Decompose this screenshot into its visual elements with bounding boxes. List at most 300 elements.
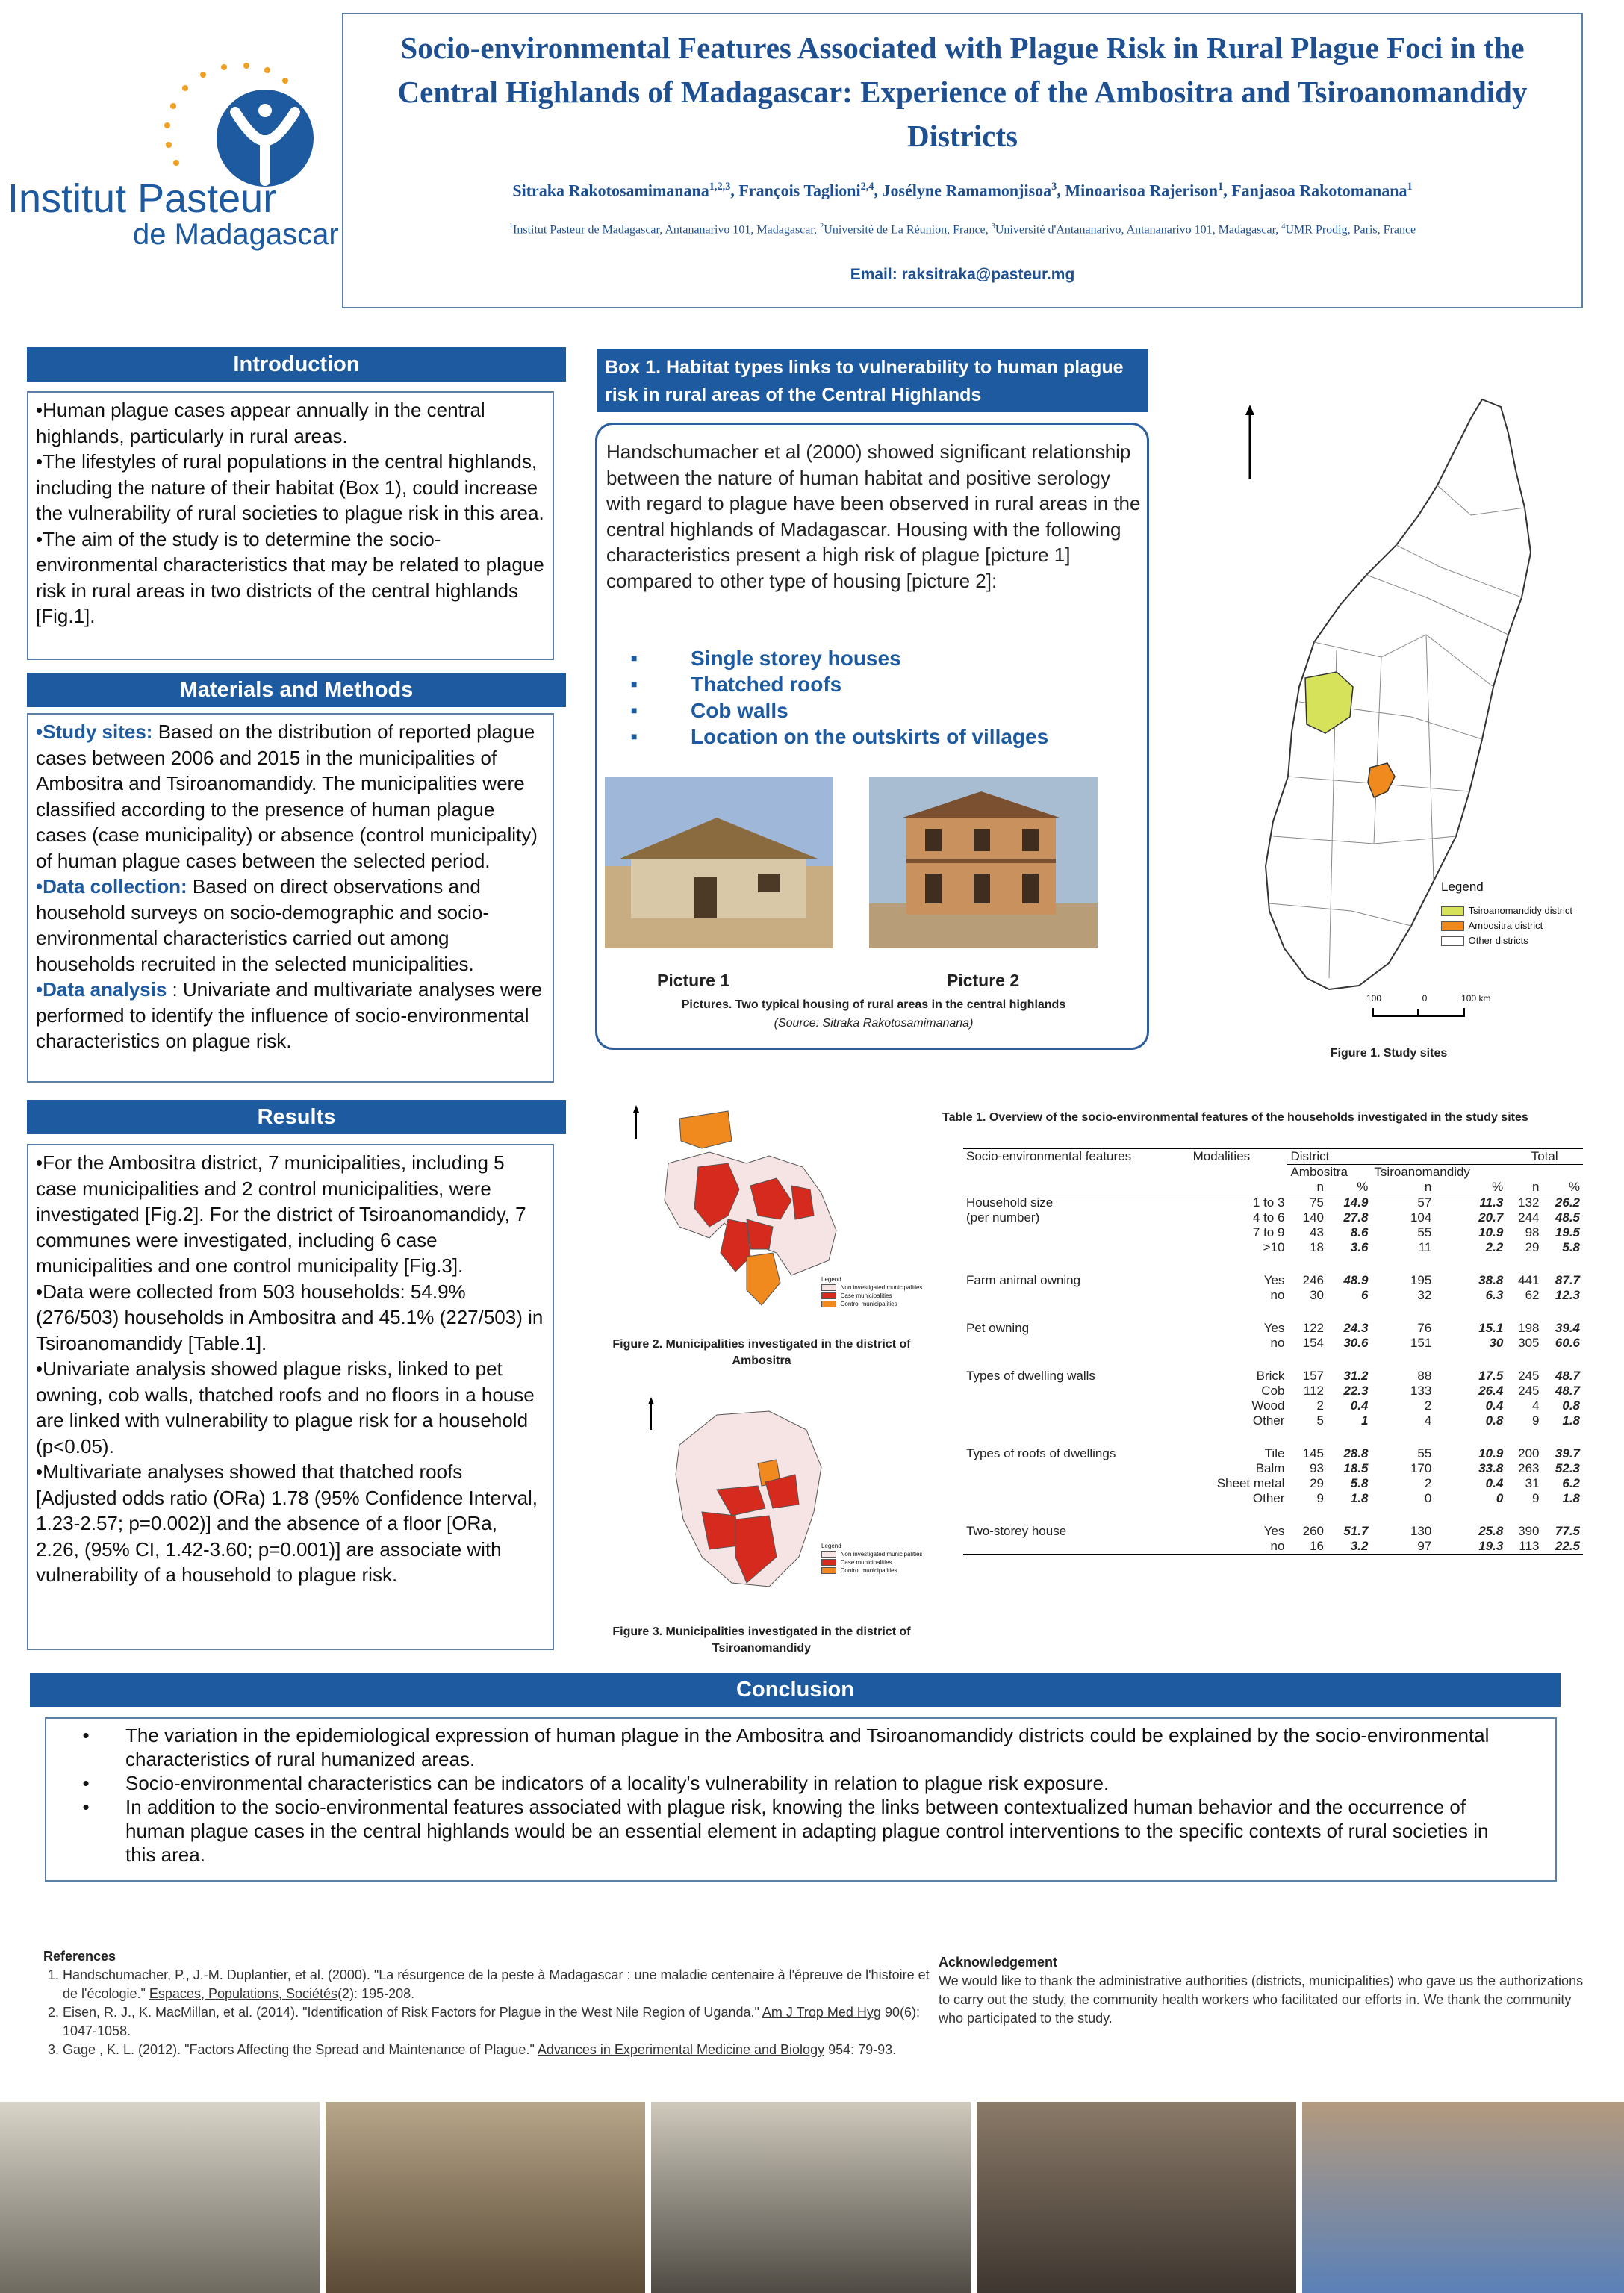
reference-text: Gage , K. L. (2012). "Factors Affecting the Spread and Maintenance of Plague." <box>63 2042 538 2057</box>
affiliation-marker: 3 <box>991 223 995 231</box>
feature-cell: Types of dwelling walls <box>966 1369 1095 1383</box>
tsiro-n: 130 <box>1410 1524 1432 1538</box>
picture-1-thatched-house <box>605 777 833 948</box>
ambositra-n: 30 <box>1310 1288 1325 1302</box>
table-row <box>963 1288 1583 1303</box>
logo-name-line2: de Madagascar <box>133 218 339 251</box>
legend-label: Tsiroanomandidy district <box>1468 905 1573 916</box>
box1-bullet-list <box>631 645 1048 750</box>
th-n: n <box>1532 1180 1540 1194</box>
results-paragraph: •Univariate analysis showed plague risks, linked to pet owning, cob walls, thatched roofs and no floors in a house are linked with vulnerability to plague risk for a household (p<0.05). <box>36 1357 535 1457</box>
tsiro-pct: 26.4 <box>1478 1384 1504 1398</box>
ambositra-n: 9 <box>1316 1491 1325 1505</box>
author-name: Fanjasoa Rakotomanana <box>1231 181 1407 200</box>
th-tsiro: Tsiroanomandidy <box>1371 1165 1506 1180</box>
legend-swatch <box>821 1284 836 1291</box>
conclusion-text: The variation in the epidemiological expression of human plague in the Ambositra and Tsiroanomandidy districts could be explained by the socio-environmental characteristics of rural humanized areas. <box>125 1724 1490 1770</box>
affiliation-text: Institut Pasteur de Madagascar, Antananarivo 101, Madagascar, <box>513 223 818 237</box>
legend-swatch <box>821 1567 836 1574</box>
affiliation-list <box>343 223 1581 237</box>
modality-cell: Cob <box>1261 1384 1285 1398</box>
total-pct: 48.7 <box>1555 1369 1580 1383</box>
table-row <box>963 1539 1583 1555</box>
ambositra-n: 246 <box>1302 1273 1325 1287</box>
modality-cell: Wood <box>1251 1398 1285 1413</box>
legend-label: Control municipalities <box>840 1567 897 1574</box>
modality-cell: 4 to 6 <box>1252 1210 1285 1225</box>
legend-item <box>821 1566 922 1575</box>
ambositra-pct: 30.6 <box>1343 1336 1369 1350</box>
table-row <box>963 1240 1583 1255</box>
tsiro-pct: 6.3 <box>1485 1288 1504 1302</box>
village-photo <box>977 2102 1296 2293</box>
table-row <box>963 1524 1583 1539</box>
methods-item-label: •Study sites: <box>36 721 153 743</box>
tsiro-n: 55 <box>1417 1446 1432 1460</box>
total-pct: 19.5 <box>1555 1225 1580 1239</box>
figure-1-legend <box>1441 903 1572 948</box>
reference-volume: 90(6): 1047-1058. <box>63 2005 920 2038</box>
tsiro-n: 88 <box>1417 1369 1432 1383</box>
tsiro-pct: 19.3 <box>1478 1539 1504 1553</box>
feature-cell: Types of roofs of dwellings <box>966 1446 1116 1460</box>
ambositra-pct: 48.9 <box>1343 1273 1369 1287</box>
ambositra-pct: 31.2 <box>1343 1369 1369 1383</box>
total-pct: 6.2 <box>1562 1476 1580 1490</box>
author-name: François Taglioni <box>738 181 861 200</box>
total-n: 305 <box>1518 1336 1540 1350</box>
introduction-heading: Introduction <box>27 347 566 382</box>
logo-name-line1: Institut Pasteur <box>7 176 277 221</box>
box1-heading: Box 1. Habitat types links to vulnerability to human plague risk in rural areas of the Central Highlands <box>597 349 1148 412</box>
figure-1-map <box>1187 388 1590 1060</box>
total-n: 390 <box>1518 1524 1540 1538</box>
modality-cell: 1 to 3 <box>1252 1195 1285 1210</box>
reference-text: Handschumacher, P., J.-M. Duplantier, et al. (2000). "La résurgence de la peste à Madagascar : une maladie centenaire à l'épreuve de l'histoire et de l'écologie." <box>63 1967 930 2001</box>
total-n: 29 <box>1525 1240 1540 1254</box>
total-pct: 12.3 <box>1555 1288 1580 1302</box>
tsiro-pct: 15.1 <box>1478 1321 1504 1335</box>
box1-bullet-text: Thatched roofs <box>691 673 842 696</box>
total-n: 98 <box>1525 1225 1540 1239</box>
introduction-paragraph: •The lifestyles of rural populations in the central highlands, including the nature of their habitat (Box 1), could increase the vulnerability of rural societies to plague risk in this area. <box>36 450 544 524</box>
tsiro-pct: 38.8 <box>1478 1273 1504 1287</box>
feature-cell <box>963 1539 1190 1555</box>
picture-2-label: Picture 2 <box>947 971 1020 990</box>
legend-swatch <box>821 1301 836 1307</box>
table-row <box>963 1369 1583 1384</box>
figure-2-caption: Figure 2. Municipalities investigated in the district of Ambositra <box>612 1338 911 1367</box>
ambositra-n: 154 <box>1302 1336 1325 1350</box>
feature-cell: Household size <box>966 1195 1054 1210</box>
total-pct: 77.5 <box>1555 1524 1580 1538</box>
introduction-paragraph: •Human plague cases appear annually in the central highlands, particularly in rural areas. <box>36 399 485 447</box>
ambositra-n: 122 <box>1302 1321 1325 1335</box>
total-n: 200 <box>1518 1446 1540 1460</box>
ambositra-n: 2 <box>1316 1398 1325 1413</box>
ambositra-n: 18 <box>1310 1240 1325 1254</box>
table-1-caption: Table 1. Overview of the socio-environmental features of the households investigated in the study sites <box>942 1111 1528 1124</box>
ambositra-pct: 14.9 <box>1343 1195 1369 1210</box>
introduction-box <box>27 391 554 660</box>
table-row <box>963 1210 1583 1225</box>
total-pct: 48.7 <box>1555 1384 1580 1398</box>
methods-item <box>36 977 545 1054</box>
author-name: Minoarisoa Rajerison <box>1065 181 1219 200</box>
mother-child-photo <box>1302 2102 1624 2293</box>
modality-cell: Other <box>1252 1413 1285 1428</box>
table-row <box>963 1195 1583 1211</box>
introduction-paragraph: •The aim of the study is to determine the socio-environmental characteristics that may be related to plague risk in rural areas in two districts of the central highlands [Fig.1]. <box>36 527 544 627</box>
table-spacer <box>963 1428 1583 1446</box>
figure-2-map <box>597 1096 926 1313</box>
table-spacer <box>963 1506 1583 1524</box>
legend-item <box>1441 933 1572 948</box>
total-pct: 0.8 <box>1562 1398 1580 1413</box>
conclusion-text: Socio-environmental characteristics can be indicators of a locality's vulnerability in relation to plague risk exposure. <box>125 1772 1110 1794</box>
table-row <box>963 1384 1583 1398</box>
tsiro-pct: 0.8 <box>1485 1413 1504 1428</box>
box1-bullet <box>631 724 1048 750</box>
affiliation-marker: 2 <box>820 223 824 231</box>
legend-item <box>821 1284 922 1292</box>
acknowledgement <box>939 1953 1588 2028</box>
contact-email[interactable]: Email: raksitraka@pasteur.mg <box>850 265 1075 283</box>
table-row <box>963 1398 1583 1413</box>
methods-item-text: : Univariate and multivariate analyses were performed to identify the influence of socio-environmental characteristics on plague risk. <box>36 978 543 1052</box>
conclusion-item <box>46 1795 1555 1867</box>
table-spacer <box>963 1255 1583 1273</box>
figure-1-caption: Figure 1. Study sites <box>1330 1047 1448 1060</box>
reference-volume: (2): 195-208. <box>337 1986 415 2001</box>
methods-box <box>27 713 554 1083</box>
box1-bullet <box>631 645 1048 671</box>
tsiro-n: 133 <box>1410 1384 1432 1398</box>
conclusion-item <box>46 1771 1555 1795</box>
pictures-caption: Pictures. Two typical housing of rural areas in the central highlands <box>681 998 1066 1011</box>
modality-cell: Tile <box>1264 1446 1285 1460</box>
total-n: 263 <box>1518 1461 1540 1475</box>
tsiro-pct: 0.4 <box>1485 1398 1504 1413</box>
total-n: 9 <box>1532 1491 1540 1505</box>
tsiro-n: 76 <box>1417 1321 1432 1335</box>
table-spacer <box>963 1351 1583 1369</box>
legend-label: Non investigated municipalities <box>840 1551 923 1558</box>
table-spacer <box>963 1303 1583 1321</box>
total-n: 132 <box>1518 1195 1540 1210</box>
feature-cell <box>963 1336 1190 1351</box>
author-list: Sitraka Rakotosamimanana$^{1,2,3}$, François Taglioni$^{2,4}$, Josélyne Ramamonjisoa$^3$, Minoarisoa Rajerison$^1$, Fanjasoa Rakotomanana$^1$ <box>512 181 1413 200</box>
tsiro-pct: 2.2 <box>1485 1240 1504 1254</box>
feature-cell <box>963 1288 1190 1303</box>
tsiro-n: 57 <box>1417 1195 1432 1210</box>
feature-cell: Two-storey house <box>966 1524 1067 1538</box>
feature-cell <box>963 1384 1190 1398</box>
total-n: 113 <box>1519 1539 1540 1553</box>
conclusion-box <box>45 1717 1557 1882</box>
legend-item <box>1441 918 1572 933</box>
figure-3-map <box>597 1385 926 1609</box>
total-pct: 52.3 <box>1555 1461 1580 1475</box>
table-row <box>963 1273 1583 1288</box>
bullet-icon: • <box>82 1724 90 1746</box>
results-paragraph: •Data were collected from 503 households: 54.9% (276/503) households in Ambositra and 45.1% (227/503) in Tsiroanomandidy [Table.1]. <box>36 1280 544 1354</box>
author-affiliation-marker: 1 <box>1218 181 1224 193</box>
total-n: 245 <box>1518 1369 1540 1383</box>
reference-text: Eisen, R. J., K. MacMillan, et al. (2014). "Identification of Risk Factors for Plague in the West Nile Region of Uganda." <box>63 2005 762 2020</box>
modality-cell: no <box>1270 1288 1285 1302</box>
reference-volume: 954: 79-93. <box>824 2042 897 2057</box>
tsiro-pct: 17.5 <box>1478 1369 1504 1383</box>
affiliation-marker: 1 <box>508 223 514 231</box>
ambositra-pct: 3.2 <box>1350 1539 1369 1553</box>
tsiro-n: 2 <box>1424 1476 1432 1490</box>
references-heading: References <box>43 1949 116 1964</box>
reference-journal-link[interactable]: Am J Trop Med Hyg <box>762 2005 881 2020</box>
legend-item <box>821 1550 922 1558</box>
feature-cell: (per number) <box>966 1210 1040 1225</box>
modality-cell: 7 to 9 <box>1252 1225 1285 1239</box>
figure-3-legend <box>821 1542 922 1575</box>
total-pct: 39.7 <box>1555 1446 1580 1460</box>
ambositra-n: 16 <box>1310 1539 1325 1553</box>
pictures-source: (Source: Sitraka Rakotosamimanana) <box>774 1017 974 1030</box>
tsiro-pct: 10.9 <box>1478 1446 1504 1460</box>
legend-swatch <box>1441 921 1464 932</box>
modality-cell: no <box>1270 1539 1285 1553</box>
conclusion-heading: Conclusion <box>30 1673 1561 1707</box>
legend-label: Case municipalities <box>840 1559 892 1566</box>
th-modalities: Modalities <box>1192 1149 1251 1164</box>
total-pct: 1.8 <box>1562 1491 1580 1505</box>
legend-swatch <box>821 1559 836 1566</box>
total-n: 31 <box>1525 1476 1540 1490</box>
figure-3-caption: Figure 3. Municipalities investigated in the district of Tsiroanomandidy <box>612 1625 911 1655</box>
table-1 <box>963 1148 1583 1555</box>
legend-label: Ambositra district <box>1468 920 1543 931</box>
legend-title: Legend <box>821 1543 841 1549</box>
scale-label-mid: 0 <box>1422 993 1428 1004</box>
tsiro-pct: 11.3 <box>1479 1195 1504 1210</box>
square-bullet-icon: ■ <box>631 678 638 690</box>
reference-item <box>63 1966 939 2003</box>
total-n: 4 <box>1532 1398 1540 1413</box>
feature-cell <box>963 1398 1190 1413</box>
ambositra-pct: 6 <box>1360 1288 1369 1302</box>
reference-item <box>63 2003 939 2041</box>
legend-swatch <box>1441 936 1464 947</box>
total-n: 245 <box>1518 1384 1540 1398</box>
tsiro-n: 104 <box>1410 1210 1432 1225</box>
th-pct: % <box>1492 1180 1504 1194</box>
total-n: 9 <box>1532 1413 1540 1428</box>
results-paragraph: •For the Ambositra district, 7 municipalities, including 5 case municipalities and 2 control municipalities, were investigated [Fig.2]. For the district of Tsiroanomandidy, 7 communes were investigated, including 6 case municipalities and one control municipality [Fig.3]. <box>36 1151 526 1277</box>
th-pct: % <box>1357 1180 1369 1194</box>
total-pct: 1.8 <box>1562 1413 1580 1428</box>
total-pct: 48.5 <box>1555 1210 1580 1225</box>
ambositra-n: 140 <box>1302 1210 1325 1225</box>
acknowledgement-heading: Acknowledgement <box>939 1955 1058 1970</box>
th-feature: Socio-environmental features <box>966 1149 1132 1164</box>
total-pct: 60.6 <box>1555 1336 1580 1350</box>
methods-item-text: Based on direct observations and household surveys on socio-demographic and socio-environmental characteristics carried out among households recruited in the selected municipalities. <box>36 875 490 975</box>
legend-title: Legend <box>821 1276 841 1283</box>
affiliation-text: Université de La Réunion, France, <box>824 223 989 237</box>
tsiro-n: 151 <box>1410 1336 1432 1350</box>
scale-label-left: 100 <box>1366 993 1382 1004</box>
square-bullet-icon: ■ <box>631 704 638 716</box>
references <box>43 1947 939 2059</box>
tsiro-pct: 25.8 <box>1478 1524 1504 1538</box>
modality-cell: Yes <box>1263 1273 1285 1287</box>
table-row <box>963 1476 1583 1491</box>
historical-photo-2 <box>326 2102 645 2293</box>
modality-cell: Other <box>1252 1491 1285 1505</box>
legend-swatch <box>821 1292 836 1299</box>
ambositra-pct: 22.3 <box>1343 1384 1369 1398</box>
total-n: 244 <box>1518 1210 1540 1225</box>
tsiro-pct: 33.8 <box>1478 1461 1504 1475</box>
feature-cell <box>963 1225 1190 1240</box>
table-row <box>963 1321 1583 1336</box>
institut-pasteur-logo <box>7 52 343 261</box>
picture-1-label: Picture 1 <box>657 971 730 990</box>
total-pct: 22.5 <box>1555 1539 1580 1553</box>
ambositra-pct: 8.6 <box>1350 1225 1369 1239</box>
box1-bullet-text: Cob walls <box>691 699 788 722</box>
results-box <box>27 1144 554 1650</box>
feature-cell <box>963 1413 1190 1428</box>
ambositra-n: 75 <box>1310 1195 1325 1210</box>
square-bullet-icon: ■ <box>631 730 638 742</box>
modality-cell: Yes <box>1263 1321 1285 1335</box>
author-name: Sitraka Rakotosamimanana <box>512 181 709 200</box>
tsiro-n: 4 <box>1424 1413 1432 1428</box>
legend-swatch <box>821 1551 836 1558</box>
square-bullet-icon: ■ <box>631 652 638 664</box>
total-pct: 87.7 <box>1555 1273 1580 1287</box>
ambositra-n: 5 <box>1316 1413 1325 1428</box>
legend-label: Case municipalities <box>840 1292 892 1299</box>
reference-journal-link[interactable]: Espaces, Populations, Sociétés <box>149 1986 338 2001</box>
historical-photo-3 <box>651 2102 971 2293</box>
th-n: n <box>1424 1180 1432 1194</box>
table-row <box>963 1336 1583 1351</box>
ambositra-n: 93 <box>1310 1461 1325 1475</box>
tsiro-n: 195 <box>1410 1273 1432 1287</box>
table-row <box>963 1461 1583 1476</box>
tsiro-n: 55 <box>1417 1225 1432 1239</box>
legend-item <box>821 1292 922 1300</box>
ambositra-pct: 1 <box>1360 1413 1369 1428</box>
title-box <box>342 13 1583 308</box>
conclusion-text: In addition to the socio-environmental features associated with plague risk, knowing the links between contextualized human behavior and the occurrence of human plague cases in the central highlands would be an essential element in adapting plague control interventions to the specific contexts of rural societies in this area. <box>125 1796 1489 1866</box>
methods-item-label: •Data collection: <box>36 875 187 897</box>
poster-title: Socio-environmental Features Associated with Plague Risk in Rural Plague Foci in the Central Highlands of Madagascar: Experience of the Ambositra and Tsiroanomandidy Districts <box>397 31 1528 153</box>
table-row <box>963 1446 1583 1461</box>
legend-item <box>821 1300 922 1308</box>
ambositra-n: 145 <box>1302 1446 1325 1460</box>
th-ambositra: Ambositra <box>1287 1165 1371 1180</box>
tsiro-pct: 0.4 <box>1485 1476 1504 1490</box>
ambositra-pct: 27.8 <box>1343 1210 1369 1225</box>
tsiro-pct: 20.7 <box>1478 1210 1504 1225</box>
methods-item-text: Based on the distribution of reported plague cases between 2006 and 2015 in the municipalities of Ambositra and Tsiroanomandidy. The municipalities were classified according to the presence of human plague cases (case municipality) or absence (control municipality) of human plague cases between the selected period. <box>36 721 538 872</box>
th-pct: % <box>1568 1180 1580 1194</box>
legend-label: Non investigated municipalities <box>840 1284 923 1291</box>
modality-cell: Balm <box>1255 1461 1285 1475</box>
box1-bullet <box>631 697 1048 724</box>
box1-bullet-text: Single storey houses <box>691 647 901 670</box>
figure-2-legend <box>821 1275 922 1308</box>
table-row <box>963 1225 1583 1240</box>
legend-swatch <box>1441 906 1464 917</box>
results-heading: Results <box>27 1100 566 1134</box>
methods-item <box>36 719 545 874</box>
box1-bullet-text: Location on the outskirts of villages <box>691 725 1049 748</box>
ambositra-n: 112 <box>1303 1384 1325 1398</box>
methods-item-label: •Data analysis <box>36 978 167 1001</box>
tsiro-pct: 30 <box>1489 1336 1504 1350</box>
legend-label: Control municipalities <box>840 1301 897 1307</box>
scale-label-right: 100 km <box>1461 993 1491 1004</box>
modality-cell: no <box>1270 1336 1285 1350</box>
box1-text: Handschumacher et al (2000) showed significant relationship between the nature of human habitat and positive serology with regard to plague have been observed in rural areas in the central highlands of Madagascar. Housing with the following characteristics present a high risk of plague [picture 1] compared to other type of housing [picture 2]: <box>606 441 1141 592</box>
affiliation-text: Université d'Antananarivo, Antananarivo 101, Madagascar, <box>995 223 1279 237</box>
modality-cell: >10 <box>1263 1240 1285 1254</box>
total-pct: 5.8 <box>1562 1240 1580 1254</box>
ambositra-pct: 0.4 <box>1350 1398 1369 1413</box>
feature-cell <box>963 1240 1190 1255</box>
author-name: Josélyne Ramamonjisoa <box>882 181 1052 200</box>
feature-cell <box>963 1491 1190 1506</box>
ambositra-pct: 18.5 <box>1343 1461 1369 1475</box>
affiliation-text: UMR Prodig, Paris, France <box>1285 223 1416 237</box>
total-pct: 39.4 <box>1555 1321 1580 1335</box>
ambositra-pct: 51.7 <box>1343 1524 1369 1538</box>
author-affiliation-marker: 3 <box>1051 181 1057 193</box>
box1-bullet <box>631 671 1048 697</box>
legend-item <box>821 1558 922 1566</box>
table-row <box>963 1413 1583 1428</box>
tsiro-n: 11 <box>1418 1240 1432 1254</box>
scale-bar-mid <box>1372 1009 1419 1015</box>
modality-cell: Yes <box>1263 1524 1285 1538</box>
bullet-icon: • <box>82 1772 90 1794</box>
reference-item <box>63 2041 939 2059</box>
feature-cell: Farm animal owning <box>966 1273 1081 1287</box>
th-district: District <box>1290 1149 1330 1163</box>
ambositra-pct: 24.3 <box>1343 1321 1369 1335</box>
tsiro-n: 97 <box>1417 1539 1432 1553</box>
table-row <box>963 1491 1583 1506</box>
total-n: 62 <box>1525 1288 1540 1302</box>
tsiro-pct: 0 <box>1496 1491 1504 1505</box>
figure-1-legend-title: Legend <box>1441 880 1484 894</box>
author-affiliation-marker: 1 <box>1407 181 1413 193</box>
legend-item <box>1441 903 1572 918</box>
reference-journal-link[interactable]: Advances in Experimental Medicine and Biology <box>537 2042 825 2057</box>
ambositra-pct: 3.6 <box>1350 1240 1369 1254</box>
modality-cell: Brick <box>1256 1369 1285 1383</box>
modality-cell: Sheet metal <box>1216 1476 1285 1490</box>
tsiro-n: 32 <box>1417 1288 1432 1302</box>
total-n: 198 <box>1518 1321 1540 1335</box>
total-n: 441 <box>1518 1273 1540 1287</box>
feature-cell: Pet owning <box>966 1321 1030 1335</box>
picture-2-two-storey-house <box>869 777 1098 948</box>
conclusion-item <box>46 1723 1555 1771</box>
